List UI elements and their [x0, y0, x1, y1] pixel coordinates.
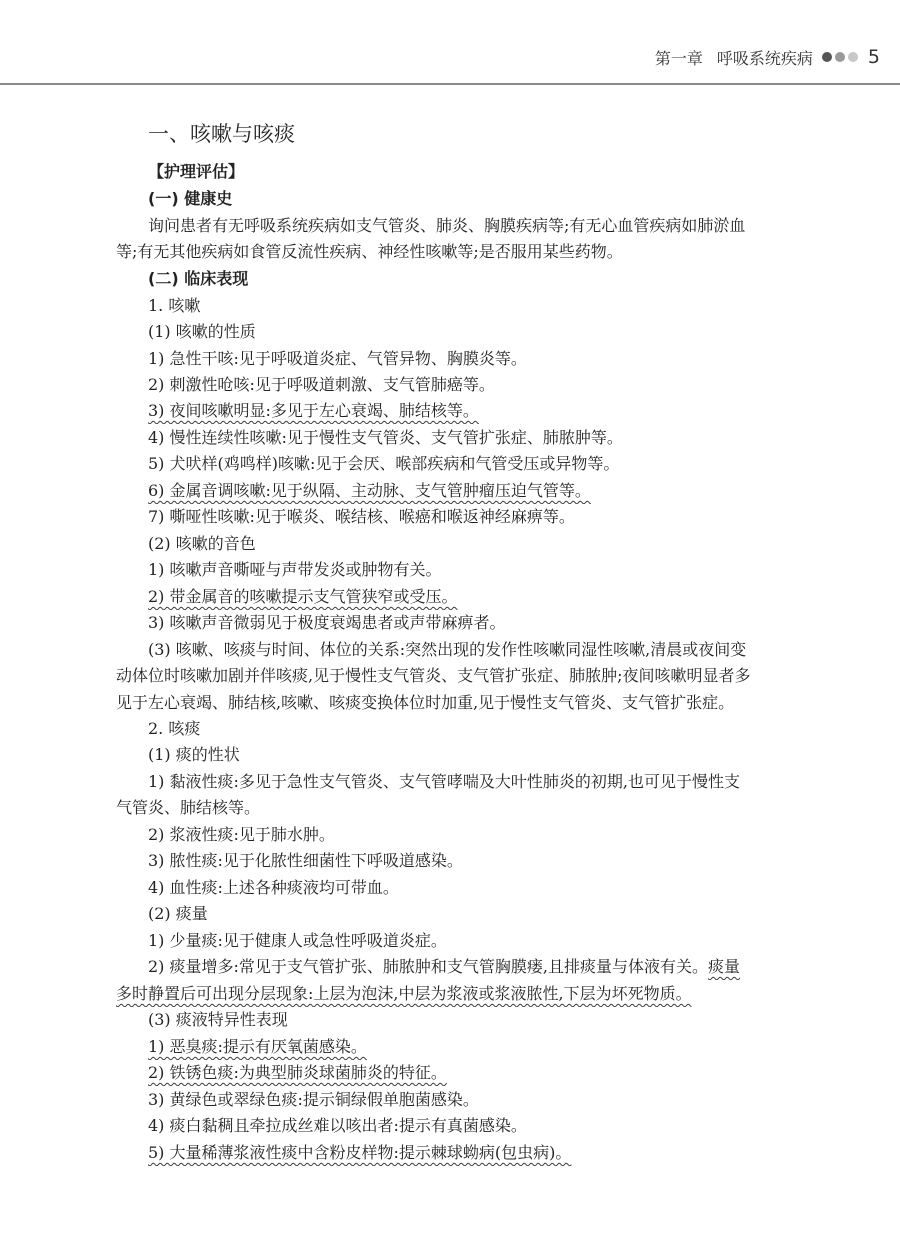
- special-item-2: [148, 1060, 848, 1086]
- section-title: 一、咳嗽与咳痰: [148, 122, 295, 146]
- history-paragraph-line-2: 等;有无其他疾病如食管反流性疾病、神经性咳嗽等;是否服用某些药物。: [116, 242, 623, 261]
- sputum-subheading: 2. 咳痰: [148, 719, 201, 738]
- chapter-title: 呼吸系统疾病: [716, 48, 813, 68]
- cough-nature-item-4: 4) 慢性连续性咳嗽:见于慢性支气管炎、支气管扩张症、肺脓肿等。: [148, 428, 623, 447]
- sputum-item-1-line-1: 1) 黏液性痰:多见于急性支气管炎、支气管哮喘及大叶性肺炎的初期,也可见于慢性支: [148, 772, 740, 791]
- sputum-item-3: 3) 脓性痰:见于化脓性细菌性下呼吸道感染。: [148, 851, 463, 870]
- cough-nature-item-7: 7) 嘶哑性咳嗽:见于喉炎、喉结核、喉癌和喉返神经麻痹等。: [148, 507, 575, 526]
- nursing-assessment-heading: 【护理评估】: [148, 162, 245, 181]
- sputum-character-subheading: (1) 痰的性状: [148, 745, 240, 764]
- plain-text: 2) 痰量增多:常见于支气管扩张、肺脓肿和支气管胸膜瘘,且排痰量与体液有关。: [148, 957, 708, 976]
- amount-item-2-line-1: [148, 954, 848, 980]
- clinical-heading: (二) 临床表现: [148, 269, 249, 288]
- page-number: 5: [867, 46, 880, 68]
- timbre-subheading: (2) 咳嗽的音色: [148, 534, 256, 553]
- relation-paragraph-line-1: (3) 咳嗽、咳痰与时间、体位的关系:突然出现的发作性咳嗽同湿性咳嗽,清晨或夜间变: [148, 640, 747, 659]
- header-rule: [0, 83, 900, 85]
- cough-nature-item-5: 5) 犬吠样(鸡鸣样)咳嗽:见于会厌、喉部疾病和气管受压或异物等。: [148, 454, 620, 473]
- special-item-1: [148, 1034, 848, 1060]
- relation-paragraph-line-2: 动体位时咳嗽加剧并伴咳痰,见于慢性支气管炎、支气管扩张症、肺脓肿;夜间咳嗽明显者多: [116, 666, 751, 685]
- highlight-text: 5) 大量稀薄浆液性痰中含粉皮样物:提示棘球蚴病(包虫病)。: [148, 1143, 572, 1162]
- timbre-item-1: 1) 咳嗽声音嘶哑与声带发炎或肿物有关。: [148, 560, 442, 579]
- cough-nature-item-6: [148, 478, 848, 504]
- history-paragraph-line-1: 询问患者有无呼吸系统疾病如支气管炎、肺炎、胸膜疾病等;有无心血管疾病如肺淤血: [148, 216, 746, 235]
- cough-subheading: 1. 咳嗽: [148, 296, 201, 315]
- dot-dark: [822, 52, 832, 62]
- special-subheading: (3) 痰液特异性表现: [148, 1010, 288, 1029]
- running-header: [560, 44, 880, 70]
- sputum-item-1-line-2: 气管炎、肺结核等。: [116, 798, 261, 817]
- history-heading: (一) 健康史: [148, 189, 233, 208]
- special-item-4: 4) 痰白黏稠且牵拉成丝难以咳出者:提示有真菌感染。: [148, 1116, 527, 1135]
- timbre-item-2: [148, 584, 848, 610]
- highlight-text: 6) 金属音调咳嗽:见于纵隔、主动脉、支气管肿瘤压迫气管等。: [148, 481, 591, 500]
- decorative-dots: [819, 52, 858, 62]
- timbre-item-3: 3) 咳嗽声音微弱见于极度衰竭患者或声带麻痹者。: [148, 613, 506, 632]
- special-item-3: 3) 黄绿色或翠绿色痰:提示铜绿假单胞菌感染。: [148, 1090, 479, 1109]
- sputum-item-2: 2) 浆液性痰:见于肺水肿。: [148, 825, 335, 844]
- cough-nature-subheading: (1) 咳嗽的性质: [148, 322, 256, 341]
- dot-light: [848, 52, 858, 62]
- amount-item-1: 1) 少量痰:见于健康人或急性呼吸道炎症。: [148, 931, 447, 950]
- highlight-text: 多时静置后可出现分层现象:上层为泡沫,中层为浆液或浆液脓性,下层为坏死物质。: [116, 984, 692, 1003]
- sputum-item-4: 4) 血性痰:上述各种痰液均可带血。: [148, 878, 399, 897]
- highlight-text: 3) 夜间咳嗽明显:多见于左心衰竭、肺结核等。: [148, 401, 479, 420]
- special-item-5: [148, 1140, 848, 1166]
- cough-nature-item-1: 1) 急性干咳:见于呼吸道炎症、气管异物、胸膜炎等。: [148, 349, 527, 368]
- amount-item-2-line-2: [116, 981, 816, 1007]
- chapter-number: 第一章: [654, 48, 703, 68]
- highlight-text: 痰量: [708, 957, 741, 976]
- highlight-text: 1) 恶臭痰:提示有厌氧菌感染。: [148, 1037, 367, 1056]
- cough-nature-item-3: [148, 398, 848, 424]
- amount-subheading: (2) 痰量: [148, 904, 208, 923]
- dot-mid: [835, 52, 845, 62]
- highlight-text: 2) 带金属音的咳嗽提示支气管狭窄或受压。: [148, 587, 458, 606]
- cough-nature-item-2: 2) 刺激性呛咳:见于呼吸道刺激、支气管肺癌等。: [148, 375, 495, 394]
- highlight-text: 2) 铁锈色痰:为典型肺炎球菌肺炎的特征。: [148, 1063, 447, 1082]
- relation-paragraph-line-3: 见于左心衰竭、肺结核,咳嗽、咳痰变换体位时加重,见于慢性支气管炎、支气管扩张症。: [116, 693, 735, 712]
